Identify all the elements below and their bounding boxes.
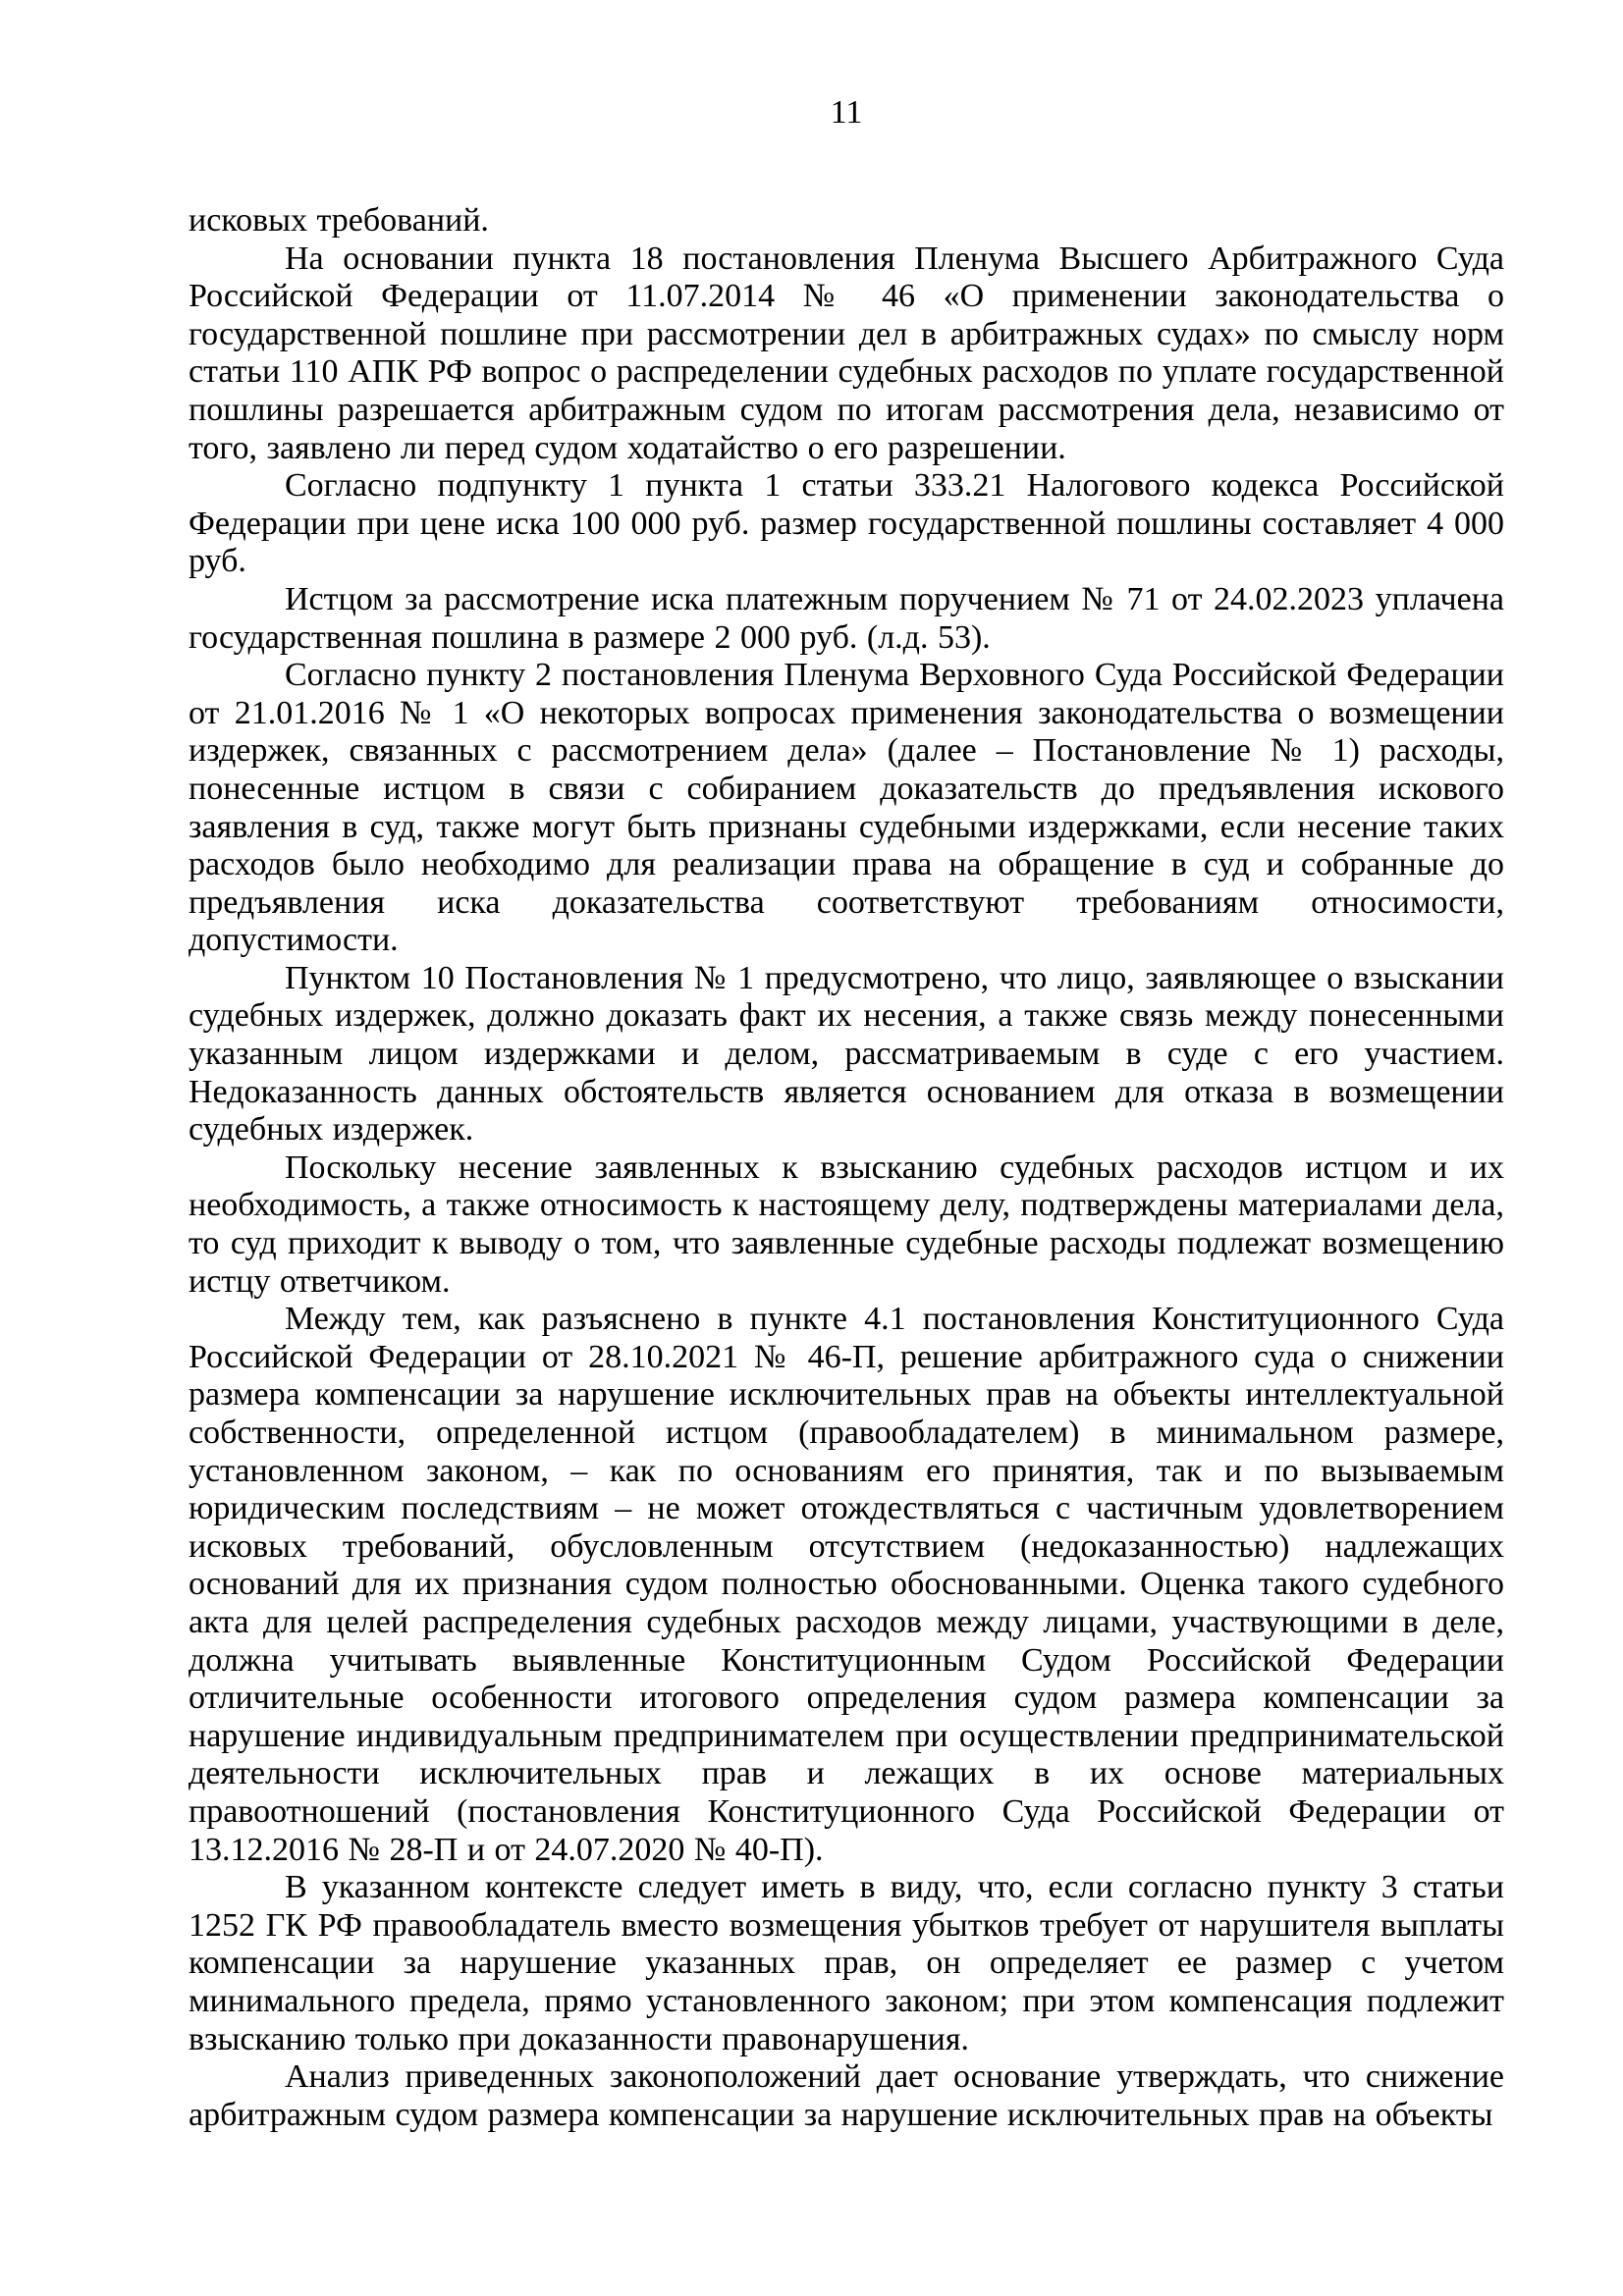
- paragraph: Согласно пункту 2 постановления Пленума Верховного Суда Российской Федерации от 21.01.2016 № 1 «О некоторых вопросах применения законодательства о возмещении издержек, связанных с рассмотрением дела» (далее – Постановление № 1) расходы, понесенные истцом в связи с собиранием доказательств до предъявления искового заявления в суд, также могут быть признаны судебными издержками, если несение таких расходов было необходимо для реализации права на обращение в суд и собранные до предъявления иска доказательства соответствуют требованиям относимости, допустимости.: [189, 657, 1504, 959]
- paragraph: На основании пункта 18 постановления Пленума Высшего Арбитражного Суда Российской Федерации от 11.07.2014 № 46 «О применении законодательства о государственной пошлине при рассмотрении дел в арбитражных судах» по смыслу норм статьи 110 АПК РФ вопрос о распределении судебных расходов по уплате государственной пошлины разрешается арбитражным судом по итогам рассмотрения дела, независимо от того, заявлено ли перед судом ходатайство о его разрешении.: [189, 240, 1504, 466]
- paragraph: Поскольку несение заявленных к взысканию судебных расходов истцом и их необходимость, а также относимость к настоящему делу, подтверждены материалами дела, то суд приходит к выводу о том, что заявленные судебные расходы подлежат возмещению истцу ответчиком.: [189, 1148, 1504, 1300]
- paragraph: Истцом за рассмотрение иска платежным поручением № 71 от 24.02.2023 уплачена государственная пошлина в размере 2 000 руб. (л.д. 53).: [189, 580, 1504, 656]
- paragraph: В указанном контексте следует иметь в виду, что, если согласно пункту 3 статьи 1252 ГК РФ правообладатель вместо возмещения убытков требует от нарушителя выплаты компенсации за нарушение указанных прав, он определяет ее размер с учетом минимального предела, прямо установленного законом; при этом компенсация подлежит взысканию только при доказанности правонарушения.: [189, 1869, 1504, 2057]
- page-number: 11: [830, 94, 863, 131]
- document-body: [189, 202, 1504, 2134]
- paragraph: Анализ приведенных законоположений дает основание утверждать, что снижение арбитражным судом размера компенсации за нарушение исключительных прав на объекты: [189, 2058, 1504, 2133]
- paragraph: Согласно подпункту 1 пункта 1 статьи 333.21 Налогового кодекса Российской Федерации при цене иска 100 000 руб. размер государственной пошлины составляет 4 000 руб.: [189, 467, 1504, 580]
- paragraph: Пунктом 10 Постановления № 1 предусмотрено, что лицо, заявляющее о взыскании судебных издержек, должно доказать факт их несения, а также связь между понесенными указанным лицом издержками и делом, рассматриваемым в суде с его участием. Недоказанность данных обстоятельств является основанием для отказа в возмещении судебных издержек.: [189, 959, 1504, 1148]
- paragraph: исковых требований.: [189, 202, 489, 239]
- paragraph: Между тем, как разъяснено в пункте 4.1 постановления Конституционного Суда Российской Федерации от 28.10.2021 № 46-П, решение арбитражного суда о снижении размера компенсации за нарушение исключительных прав на объекты интеллектуальной собственности, определенной истцом (правообладателем) в минимальном размере, установленном законом, – как по основаниям его принятия, так и по вызываемым юридическим последствиям – не может отождествляться с частичным удовлетворением исковых требований, обусловленным отсутствием (недоказанностью) надлежащих оснований для их признания судом полностью обоснованными. Оценка такого судебного акта для целей распределения судебных расходов между лицами, участвующими в деле, должна учитывать выявленные Конституционным Судом Российской Федерации отличительные особенности итогового определения судом размера компенсации за нарушение индивидуальным предпринимателем при осуществлении предпринимательской деятельности исключительных прав и лежащих в их основе материальных правоотношений (постановления Конституционного Суда Российской Федерации от 13.12.2016 № 28-П и от 24.07.2020 № 40-П).: [189, 1301, 1504, 1868]
